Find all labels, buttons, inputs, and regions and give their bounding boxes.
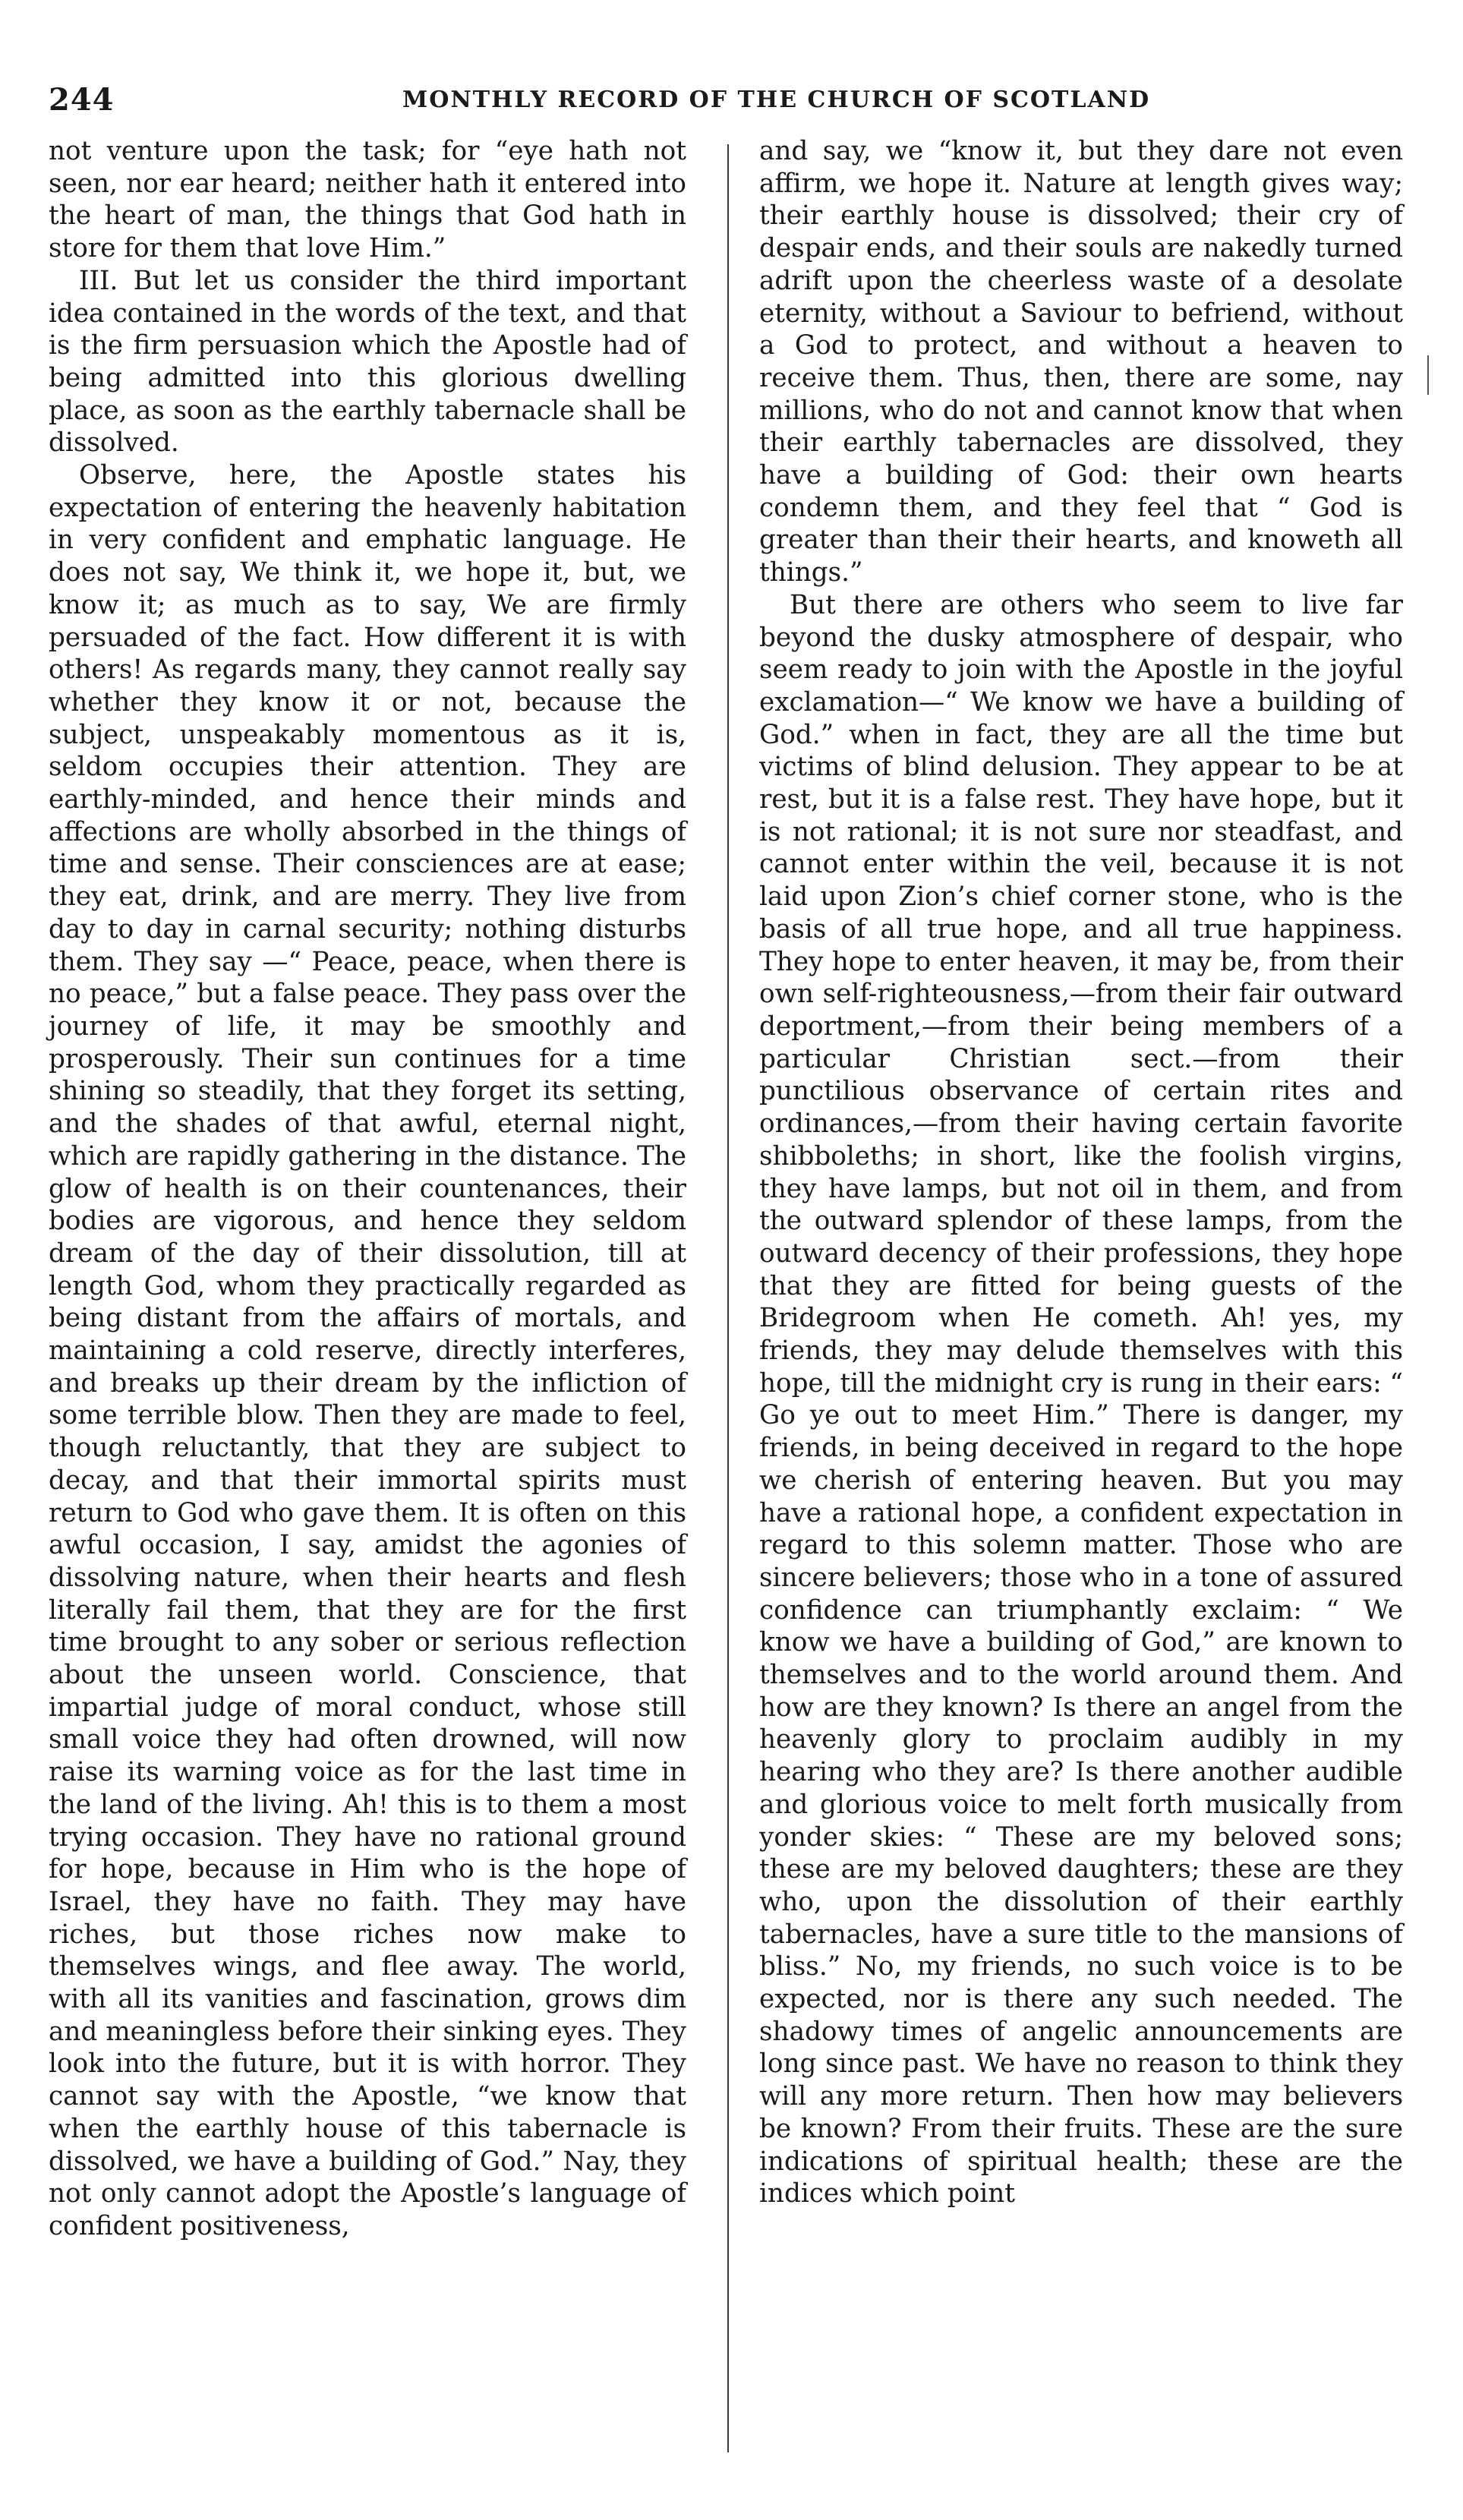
page-header (46, 82, 1405, 128)
page-number: 244 (49, 82, 115, 118)
paragraph: III. But let us consider the third important idea contained in the words of the text, and that is the firm persuasion which the Apostle had of being admitted into this glorious dwelling place, as soon as the earthly tabernacle shall be dissolved. (49, 265, 686, 459)
margin-mark (1427, 355, 1429, 395)
right-column (759, 135, 1403, 2210)
paragraph: not venture upon the task; for “eye hath not seen, nor ear heard; neither hath it entered into the heart of man, the things that God hath in store for them that love Him.” (49, 136, 686, 264)
paragraph: and say, we “know it, but they dare not even affirm, we hope it. Nature at length gives way; their earthly house is dissolved; their cry of despair ends, and their souls are nakedly turned adrift upon the cheerless waste of a desolate eternity, without a Saviour to befriend, without a God to protect, and without a heaven to receive them. Thus, then, there are some, nay millions, who do not and cannot know that when their earthly tabernacles are dissolved, they have a building of God: their own hearts condemn them, and they feel that “ God is greater than their their hearts, and knoweth all things.” (759, 136, 1403, 588)
paragraph: Observe, here, the Apostle states his expectation of entering the heavenly habitation in very confident and emphatic language. He does not say, We think it, we hope it, but, we know it; as much as to say, We are firmly persuaded of the fact. How different it is with others! As regards many, they cannot really say whether they know it or not, because the subject, unspeakably momentous as it is, seldom occupies their attention. They are earthly-minded, and hence their minds and affections are wholly absorbed in the things of time and sense. Their consciences are at ease; they eat, drink, and are merry. They live from day to day in carnal security; nothing disturbs them. They say —“ Peace, peace, when there is no peace,” but a false peace. They pass over the journey of life, it may be smoothly and prosperously. Their sun continues for a time shining so steadily, that they forget its setting, and the shades of that awful, eternal night, which are rapidly gathering in the distance. The glow of health is on their countenances, their bodies are vigorous, and hence they seldom dream of the day of their dissolution, till at length God, whom they practically regarded as being distant from the affairs of mortals, and maintaining a cold reserve, directly interferes, and breaks up their dream by the infliction of some terrible blow. Then they are made to feel, though reluctantly, that they are subject to decay, and that their immortal spirits must return to God who gave them. It is often on this awful occasion, I say, amidst the agonies of dissolving nature, when their hearts and flesh literally fail them, that they are for the first time brought to any sober or serious reflection about the unseen world. Conscience, that impartial judge of moral conduct, whose still small voice they had often drowned, will now raise its warning voice as for the last time in the land of the living. Ah! this is to them a most trying occasion. They have no rational ground for hope, because in Him who is the hope of Israel, they have no faith. They may have riches, but those riches now make to themselves wings, and flee away. The world, with all its vanities and fascination, grows dim and meaningless before their sinking eyes. They look into the future, but it is with horror. They cannot say with the Apostle, “we know that when the earthly house of this tabernacle is dissolved, we have a building of God.” Nay, they not only cannot adopt the Apostle’s language of confident positiveness, (49, 460, 686, 2241)
column-divider (727, 144, 729, 2452)
left-column (49, 135, 686, 2243)
paragraph: But there are others who seem to live far beyond the dusky atmosphere of despair, who seem ready to join with the Apostle in the joyful exclamation—“ We know we have a building of God.” when in fact, they are all the time but victims of blind delusion. They appear to be at rest, but it is a false rest. They have hope, but it is not rational; it is not sure nor steadfast, and cannot enter within the veil, because it is not laid upon Zion’s chief corner stone, who is the basis of all true hope, and all true happiness. They hope to enter heaven, it may be, from their own self-righteousness,—from their fair outward deportment,—from their being members of a particular Christian sect.—from their punctilious observance of certain rites and ordinances,—from their having certain favorite shibboleths; in short, like the foolish virgins, they have lamps, but not oil in them, and from the outward splendor of these lamps, from the outward decency of their professions, they hope that they are fitted for being guests of the Bridegroom when He cometh. Ah! yes, my friends, they may delude themselves with this hope, till the midnight cry is rung in their ears: “ Go ye out to meet Him.” There is danger, my friends, in being deceived in regard to the hope we cherish of entering heaven. But you may have a rational hope, a confident expectation in regard to this solemn matter. Those who are sincere believers; those who in a tone of assured confidence can triumphantly exclaim: “ We know we have a building of God,” are known to themselves and to the world around them. And how are they known? Is there an angel from the heavenly glory to proclaim audibly in my hearing who they are? Is there another audible and glorious voice to melt forth musically from yonder skies: “ These are my beloved sons; these are my beloved daughters; these are they who, upon the dissolution of their earthly tabernacles, have a sure title to the mansions of bliss.” No, my friends, no such voice is to be expected, nor is there any such needed. The shadowy times of angelic announcements are long since past. We have no reason to think they will any more return. Then how may believers be known? From their fruits. These are the sure indications of spiritual health; these are the indices which point (759, 589, 1403, 2209)
running-title: MONTHLY RECORD OF THE CHURCH OF SCOTLAND (402, 87, 1151, 113)
